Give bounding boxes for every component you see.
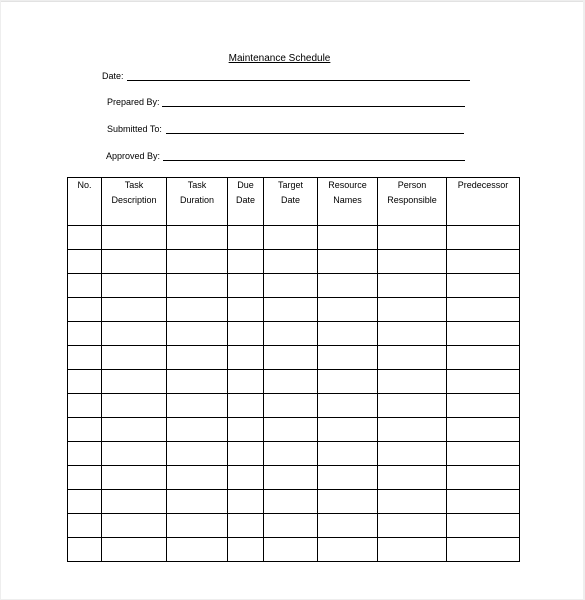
table-cell[interactable] <box>264 250 318 274</box>
table-cell[interactable] <box>228 538 264 562</box>
column-header-task-description: Task Description <box>102 178 167 226</box>
table-row <box>68 370 520 394</box>
submitted-to-blank-line[interactable] <box>166 133 464 134</box>
table-cell[interactable] <box>102 442 167 466</box>
prepared-by-field[interactable] <box>107 97 160 108</box>
table-cell[interactable] <box>318 442 378 466</box>
table-cell[interactable] <box>378 442 447 466</box>
table-row <box>68 346 520 370</box>
date-label: Date: <box>102 71 124 81</box>
date-blank-line[interactable] <box>127 80 470 81</box>
prepared-by-blank-line[interactable] <box>162 106 465 107</box>
table-row <box>68 538 520 562</box>
table-cell[interactable] <box>318 322 378 346</box>
table-row <box>68 442 520 466</box>
table-cell[interactable] <box>102 250 167 274</box>
table-row <box>68 418 520 442</box>
table-cell[interactable] <box>68 298 102 322</box>
table-cell[interactable] <box>228 466 264 490</box>
table-cell[interactable] <box>447 394 520 418</box>
table-cell[interactable] <box>102 418 167 442</box>
table-cell[interactable] <box>264 466 318 490</box>
table-row <box>68 466 520 490</box>
table-cell[interactable] <box>102 298 167 322</box>
table-cell[interactable] <box>447 298 520 322</box>
table-cell[interactable] <box>318 298 378 322</box>
table-cell[interactable] <box>378 394 447 418</box>
column-header-predecessor: Predecessor <box>447 178 520 226</box>
table-cell[interactable] <box>264 274 318 298</box>
table-cell[interactable] <box>167 370 228 394</box>
table-row <box>68 274 520 298</box>
table-cell[interactable] <box>68 394 102 418</box>
table-cell[interactable] <box>167 346 228 370</box>
table-cell[interactable] <box>102 274 167 298</box>
table-cell[interactable] <box>68 442 102 466</box>
table-cell[interactable] <box>167 250 228 274</box>
submitted-to-label: Submitted To: <box>107 124 162 134</box>
table-cell[interactable] <box>68 346 102 370</box>
table-cell[interactable] <box>264 442 318 466</box>
table-cell[interactable] <box>447 442 520 466</box>
table-cell[interactable] <box>264 322 318 346</box>
table-cell[interactable] <box>378 370 447 394</box>
submitted-to-field[interactable] <box>107 124 162 135</box>
prepared-by-label: Prepared By: <box>107 97 160 107</box>
table-row <box>68 250 520 274</box>
table-cell[interactable] <box>167 418 228 442</box>
table-cell[interactable] <box>68 466 102 490</box>
column-header-task-duration: Task Duration <box>167 178 228 226</box>
table-row <box>68 226 520 250</box>
table-cell[interactable] <box>102 490 167 514</box>
table-cell[interactable] <box>378 490 447 514</box>
table-cell[interactable] <box>264 394 318 418</box>
table-cell[interactable] <box>102 514 167 538</box>
table-cell[interactable] <box>167 322 228 346</box>
table-cell[interactable] <box>447 274 520 298</box>
table-cell[interactable] <box>228 418 264 442</box>
column-header-resource-names: Resource Names <box>318 178 378 226</box>
approved-by-field[interactable] <box>106 151 160 162</box>
table-cell[interactable] <box>318 346 378 370</box>
table-cell[interactable] <box>378 418 447 442</box>
table-row <box>68 394 520 418</box>
table-cell[interactable] <box>318 370 378 394</box>
table-cell[interactable] <box>167 442 228 466</box>
table-cell[interactable] <box>102 538 167 562</box>
table-cell[interactable] <box>167 514 228 538</box>
table-cell[interactable] <box>102 226 167 250</box>
table-cell[interactable] <box>228 394 264 418</box>
table-cell[interactable] <box>264 346 318 370</box>
table-cell[interactable] <box>228 490 264 514</box>
table-cell[interactable] <box>167 298 228 322</box>
table-cell[interactable] <box>318 418 378 442</box>
table-cell[interactable] <box>378 274 447 298</box>
table-cell[interactable] <box>167 490 228 514</box>
table-cell[interactable] <box>68 250 102 274</box>
schedule-table <box>67 177 520 562</box>
table-cell[interactable] <box>264 370 318 394</box>
table-cell[interactable] <box>68 322 102 346</box>
table-cell[interactable] <box>318 274 378 298</box>
table-cell[interactable] <box>68 226 102 250</box>
table-cell[interactable] <box>318 490 378 514</box>
table-cell[interactable] <box>264 538 318 562</box>
table-cell[interactable] <box>102 370 167 394</box>
table-cell[interactable] <box>378 226 447 250</box>
table-cell[interactable] <box>378 538 447 562</box>
table-cell[interactable] <box>264 418 318 442</box>
table-cell[interactable] <box>318 226 378 250</box>
table-header-row <box>68 178 520 226</box>
table-cell[interactable] <box>378 466 447 490</box>
table-cell[interactable] <box>167 274 228 298</box>
table-cell[interactable] <box>102 322 167 346</box>
table-row <box>68 514 520 538</box>
table-cell[interactable] <box>378 346 447 370</box>
table-cell[interactable] <box>447 490 520 514</box>
table-cell[interactable] <box>167 394 228 418</box>
table-cell[interactable] <box>264 490 318 514</box>
table-body <box>68 226 520 562</box>
table-cell[interactable] <box>102 466 167 490</box>
date-field[interactable] <box>102 71 124 82</box>
table-cell[interactable] <box>447 514 520 538</box>
table-cell[interactable] <box>228 274 264 298</box>
table-cell[interactable] <box>167 226 228 250</box>
table-cell[interactable] <box>228 442 264 466</box>
table-cell[interactable] <box>167 466 228 490</box>
column-header-due-date: Due Date <box>228 178 264 226</box>
table-cell[interactable] <box>447 538 520 562</box>
table-cell[interactable] <box>102 346 167 370</box>
table-cell[interactable] <box>228 250 264 274</box>
table-cell[interactable] <box>318 394 378 418</box>
table-cell[interactable] <box>68 538 102 562</box>
table-cell[interactable] <box>68 490 102 514</box>
table-cell[interactable] <box>228 514 264 538</box>
table-cell[interactable] <box>264 298 318 322</box>
table-cell[interactable] <box>167 538 228 562</box>
table-cell[interactable] <box>228 226 264 250</box>
column-header-person-responsible: Person Responsible <box>378 178 447 226</box>
table-cell[interactable] <box>318 538 378 562</box>
document-page <box>1 1 583 599</box>
table-cell[interactable] <box>264 514 318 538</box>
table-cell[interactable] <box>378 322 447 346</box>
table-cell[interactable] <box>318 514 378 538</box>
approved-by-blank-line[interactable] <box>163 160 465 161</box>
table-cell[interactable] <box>447 370 520 394</box>
column-header-target-date: Target Date <box>264 178 318 226</box>
table-cell[interactable] <box>378 514 447 538</box>
table-cell[interactable] <box>447 322 520 346</box>
table-cell[interactable] <box>102 394 167 418</box>
table-cell[interactable] <box>68 274 102 298</box>
table-cell[interactable] <box>68 370 102 394</box>
table-cell[interactable] <box>228 346 264 370</box>
approved-by-label: Approved By: <box>106 151 161 161</box>
table-cell[interactable] <box>228 298 264 322</box>
table-cell[interactable] <box>447 346 520 370</box>
table-cell[interactable] <box>68 514 102 538</box>
page-title: Maintenance Schedule <box>228 53 331 64</box>
table-cell[interactable] <box>447 250 520 274</box>
table-cell[interactable] <box>264 226 318 250</box>
table-cell[interactable] <box>447 466 520 490</box>
column-header-no: No. <box>68 178 102 226</box>
table-cell[interactable] <box>228 322 264 346</box>
table-cell[interactable] <box>378 298 447 322</box>
table-cell[interactable] <box>447 226 520 250</box>
table-cell[interactable] <box>447 418 520 442</box>
table-row <box>68 298 520 322</box>
table-cell[interactable] <box>318 250 378 274</box>
table-row <box>68 490 520 514</box>
table-cell[interactable] <box>228 370 264 394</box>
table-cell[interactable] <box>68 418 102 442</box>
table-row <box>68 322 520 346</box>
table-cell[interactable] <box>318 466 378 490</box>
table-cell[interactable] <box>378 250 447 274</box>
